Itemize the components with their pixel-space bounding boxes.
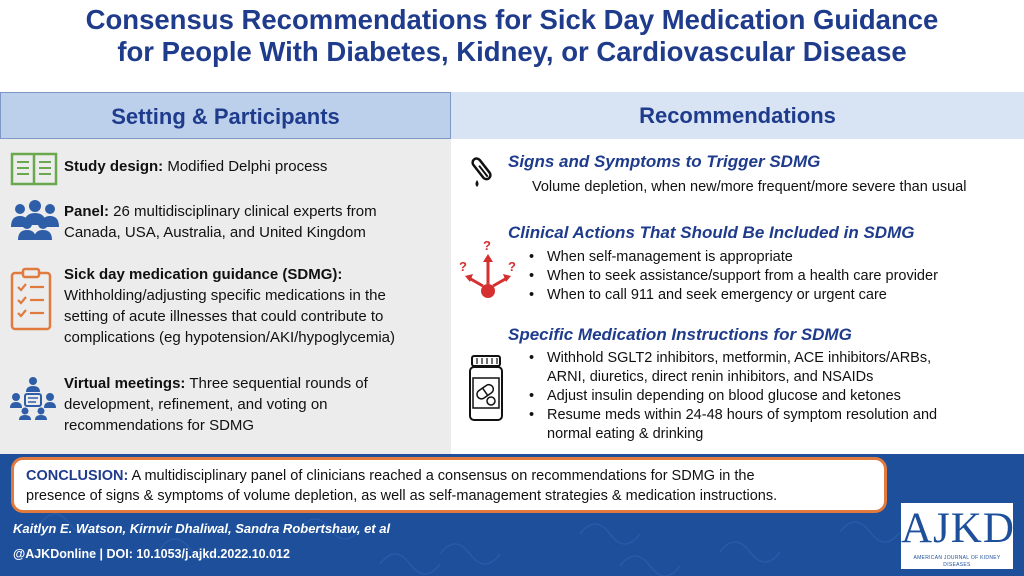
bullet-text: normal eating & drinking xyxy=(547,426,704,442)
conclusion-label: CONCLUSION: xyxy=(26,468,129,484)
people-group-icon xyxy=(10,197,60,241)
clinical-actions-list xyxy=(529,248,938,305)
recommendations-heading: Recommendations xyxy=(451,92,1024,139)
virtual-meeting-icon xyxy=(10,376,56,420)
conclusion-box xyxy=(11,457,887,513)
panel-text-2: Canada, USA, Australia, and United Kingdom xyxy=(64,224,366,241)
thermometer-icon xyxy=(467,154,501,190)
study-design-label: Study design: xyxy=(64,158,164,175)
logo-subtext: AMERICAN JOURNAL OF KIDNEY DISEASES xyxy=(913,555,1001,568)
book-icon xyxy=(10,151,58,187)
bullet-text: ARNI, diuretics, direct renin inhibitors, and NSAIDs xyxy=(547,369,874,385)
medication-instructions-title: Specific Medication Instructions for SDMG xyxy=(508,325,852,344)
study-design-text: Modified Delphi process xyxy=(163,158,328,175)
ajkd-logo xyxy=(901,503,1013,569)
clipboard-checklist-icon xyxy=(10,267,52,331)
panel-label: Panel: xyxy=(64,203,110,220)
list-item: • Adjust insulin depending on blood glucose and ketones xyxy=(529,387,937,406)
sdmg-label: Sick day medication guidance (SDMG): xyxy=(64,266,343,283)
page-title xyxy=(0,4,1024,68)
bullet-text: Withhold SGLT2 inhibitors, metformin, ACE inhibitors/ARBs, xyxy=(547,350,932,366)
list-item xyxy=(529,349,937,387)
decision-arrows-icon xyxy=(457,238,519,300)
sdmg-item xyxy=(64,264,395,348)
list-item: • When self-management is appropriate xyxy=(529,248,938,267)
virtual-meetings-item xyxy=(64,373,368,436)
list-item: • When to call 911 and seek emergency or urgent care xyxy=(529,286,938,305)
logo-text: AJKD xyxy=(901,505,1015,552)
virtual-meetings-text-1: Three sequential rounds of xyxy=(185,375,368,392)
title-line-1: Consensus Recommendations for Sick Day Medication Guidance xyxy=(85,4,939,35)
panel-text-1: 26 multidisciplinary clinical experts from xyxy=(109,203,377,220)
setting-participants-panel xyxy=(0,92,451,454)
authors: Kaitlyn E. Watson, Kirnvir Dhaliwal, Sandra Robertshaw, et al xyxy=(13,521,391,536)
panel-item xyxy=(64,201,377,243)
question-mark-left: ? xyxy=(459,259,467,274)
study-design-item xyxy=(64,156,327,177)
list-item: • When to seek assistance/support from a health care provider xyxy=(529,267,938,286)
question-mark-top: ? xyxy=(483,238,491,253)
recommendations-panel xyxy=(451,92,1024,454)
medication-instructions-list xyxy=(529,349,937,444)
virtual-meetings-label: Virtual meetings: xyxy=(64,375,186,392)
conclusion-text-2: presence of signs & symptoms of volume depletion, as well as self-management strategies & medication instructions. xyxy=(26,488,778,504)
list-item xyxy=(529,406,937,444)
sdmg-text-2: setting of acute illnesses that could contribute to xyxy=(64,308,384,325)
setting-participants-heading: Setting & Participants xyxy=(0,92,451,139)
sdmg-text-3: complications (eg hypotension/AKI/hypoglycemia) xyxy=(64,329,396,346)
conclusion-text-1: A multidisciplinary panel of clinicians reached a consensus on recommendations for SDMG in the xyxy=(128,468,755,484)
signs-symptoms-text: Volume depletion, when new/more frequent/more severe than usual xyxy=(532,179,967,195)
bullet-text: Resume meds within 24-48 hours of symptom resolution and xyxy=(547,407,938,423)
virtual-meetings-text-2: development, refinement, and voting on xyxy=(64,396,328,413)
doi-line: @AJKDonline | DOI: 10.1053/j.ajkd.2022.10.012 xyxy=(13,547,290,561)
signs-symptoms-title: Signs and Symptoms to Trigger SDMG xyxy=(508,152,821,171)
question-mark-right: ? xyxy=(508,259,516,274)
virtual-meetings-text-3: recommendations for SDMG xyxy=(64,417,255,434)
sdmg-text-1: Withholding/adjusting specific medications in the xyxy=(64,287,386,304)
pill-bottle-icon xyxy=(468,354,504,422)
title-line-2: for People With Diabetes, Kidney, or Cardiovascular Disease xyxy=(117,36,907,67)
clinical-actions-title: Clinical Actions That Should Be Included in SDMG xyxy=(508,223,915,242)
